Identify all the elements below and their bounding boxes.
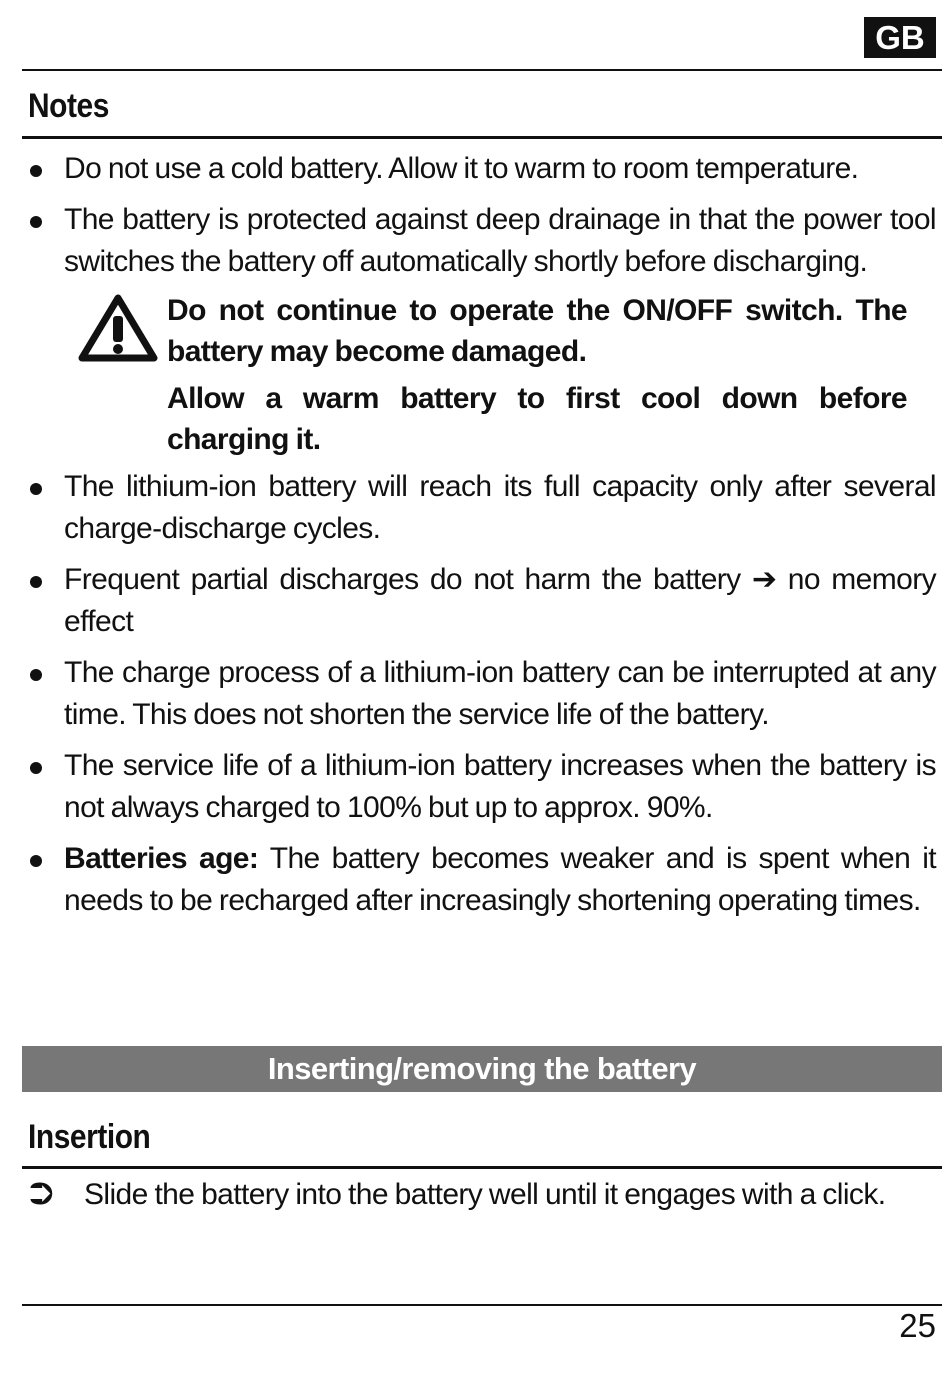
bullet-icon xyxy=(30,165,42,177)
list-item xyxy=(22,559,936,644)
bullet-icon xyxy=(30,216,42,228)
notes-list xyxy=(22,148,936,931)
warning-text: Allow a warm battery to first cool down before charging it. xyxy=(167,381,907,456)
warning-text: Do not continue to operate the ON/OFF switch. The battery may become damaged. xyxy=(167,293,907,368)
list-item-text: The battery is protected against deep drainage in that the power tool switches the battery off automatically shortly before discharging. xyxy=(64,202,936,278)
bullet-icon xyxy=(30,576,42,588)
bullet-icon xyxy=(30,483,42,495)
insertion-heading: Insertion xyxy=(28,1118,151,1156)
list-item-text: The service life of a lithium-ion battery increases when the battery is not always charged to 100% but up to approx. 90%. xyxy=(64,748,936,824)
list-item-text: The lithium-ion battery will reach its full capacity only after several charge-discharge cycles. xyxy=(64,469,936,545)
step-arrow-icon: ⮊ xyxy=(30,1178,53,1211)
insertion-step-text: Slide the battery into the battery well until it engages with a click. xyxy=(84,1178,886,1211)
warning-block xyxy=(62,290,907,460)
insertion-heading-underline xyxy=(22,1166,942,1169)
list-item xyxy=(22,838,936,923)
list-item xyxy=(22,199,936,284)
list-item-rest: The battery becomes weaker and is spent when it needs to be recharged after increasingly shortening operating times. xyxy=(64,841,936,917)
list-item xyxy=(22,745,936,830)
notes-heading-underline xyxy=(22,136,942,139)
language-badge: GB xyxy=(864,17,936,58)
list-item xyxy=(22,652,936,737)
header-divider xyxy=(22,69,942,71)
bullet-icon xyxy=(30,762,42,774)
list-item-bold-lead: Batteries age: xyxy=(64,841,259,875)
section-title-bar: Inserting/removing the battery xyxy=(22,1046,942,1092)
footer-divider xyxy=(22,1304,942,1306)
notes-heading: Notes xyxy=(28,87,109,125)
list-item-text: Do not use a cold battery. Allow it to warm to room temperature. xyxy=(64,152,859,185)
page-number: 25 xyxy=(899,1307,936,1344)
bullet-icon xyxy=(30,855,42,867)
insertion-step xyxy=(22,1174,934,1216)
bullet-icon xyxy=(30,669,42,681)
list-item xyxy=(22,466,936,551)
list-item-text: The charge process of a lithium-ion battery can be interrupted at any time. This does not shorten the service life of the battery. xyxy=(64,655,936,731)
warning-triangle-icon xyxy=(78,294,158,364)
list-item-text: Frequent partial discharges do not harm the battery ➔ no memory effect xyxy=(64,562,936,638)
list-item xyxy=(22,148,936,191)
list-item-text xyxy=(64,838,936,923)
